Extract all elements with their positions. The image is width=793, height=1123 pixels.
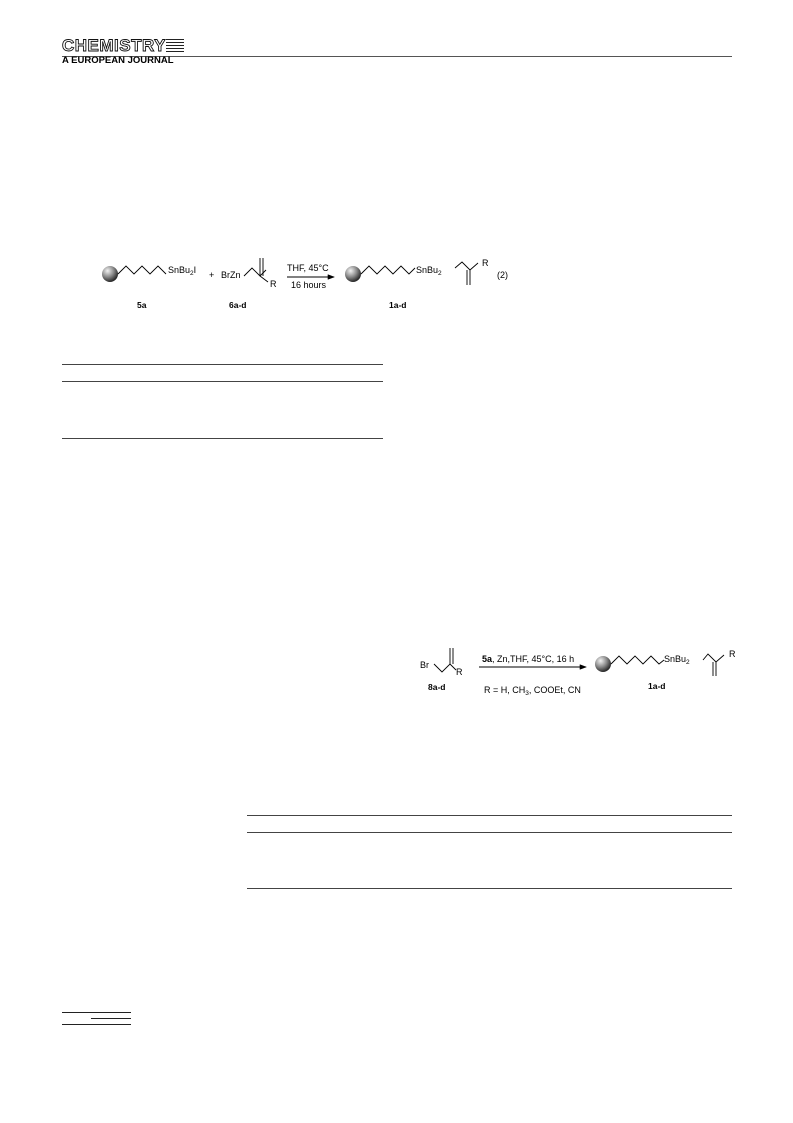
bromide-label: Br — [420, 660, 429, 670]
plus-sign: + — [209, 270, 215, 280]
alkyl-chain — [361, 266, 415, 274]
r-group-6: R — [270, 279, 277, 289]
allyl-chain-product — [455, 262, 478, 270]
r-group-product-2: R — [729, 649, 736, 659]
conditions-top: THF, 45°C — [287, 263, 329, 273]
compound-label-6: 6a-d — [229, 300, 247, 310]
resin-bead-icon — [345, 266, 361, 282]
svg-text:R = H, CH3, COOEt, CN: R = H, $CH_3$, COOEt, CN — [484, 685, 581, 697]
svg-text:SnBu2: SnBu$_2$ — [416, 265, 442, 277]
zinc-reagent-label: BrZn — [221, 270, 241, 280]
product-stannane-label-2: SnBu — [664, 654, 687, 664]
resin-bead-icon — [595, 656, 611, 672]
equation-2 — [102, 258, 508, 310]
conditions-r-groups: R = H, CH — [484, 685, 526, 695]
equation-number: (2) — [497, 270, 508, 280]
journal-logo-subtitle: A EUROPEAN JOURNAL — [62, 55, 174, 66]
stannane-label: SnBu — [168, 265, 191, 275]
r-group-product: R — [482, 258, 489, 268]
conditions-text: , Zn,THF, 45°C, 16 h — [492, 654, 575, 664]
compound-label-8: 8a-d — [428, 682, 446, 692]
conditions-bottom: 16 hours — [291, 280, 327, 290]
scheme-bromide — [420, 648, 736, 697]
compound-label-1: 1a-d — [389, 300, 407, 310]
allyl-bromide-chain — [434, 664, 456, 672]
product-stannane-label: SnBu — [416, 265, 439, 275]
svg-text:SnBu2: SnBu$_2$ — [664, 654, 690, 666]
r-group-8: R — [456, 667, 463, 677]
alkyl-chain — [118, 266, 166, 274]
resin-bead-icon — [102, 266, 118, 282]
conditions-reagent: 5a — [482, 654, 493, 664]
svg-text:5a, Zn,THF, 45°C, 16 h — [482, 654, 574, 664]
compound-label-5a: 5a — [137, 300, 147, 310]
allyl-chain-product-2 — [703, 654, 724, 662]
compound-label-1-scheme: 1a-d — [648, 681, 666, 691]
alkyl-chain — [611, 656, 664, 664]
journal-logo-title: CHEMISTRY — [62, 36, 166, 55]
svg-text:SnBu2I: SnBu$_2$I — [168, 265, 197, 277]
